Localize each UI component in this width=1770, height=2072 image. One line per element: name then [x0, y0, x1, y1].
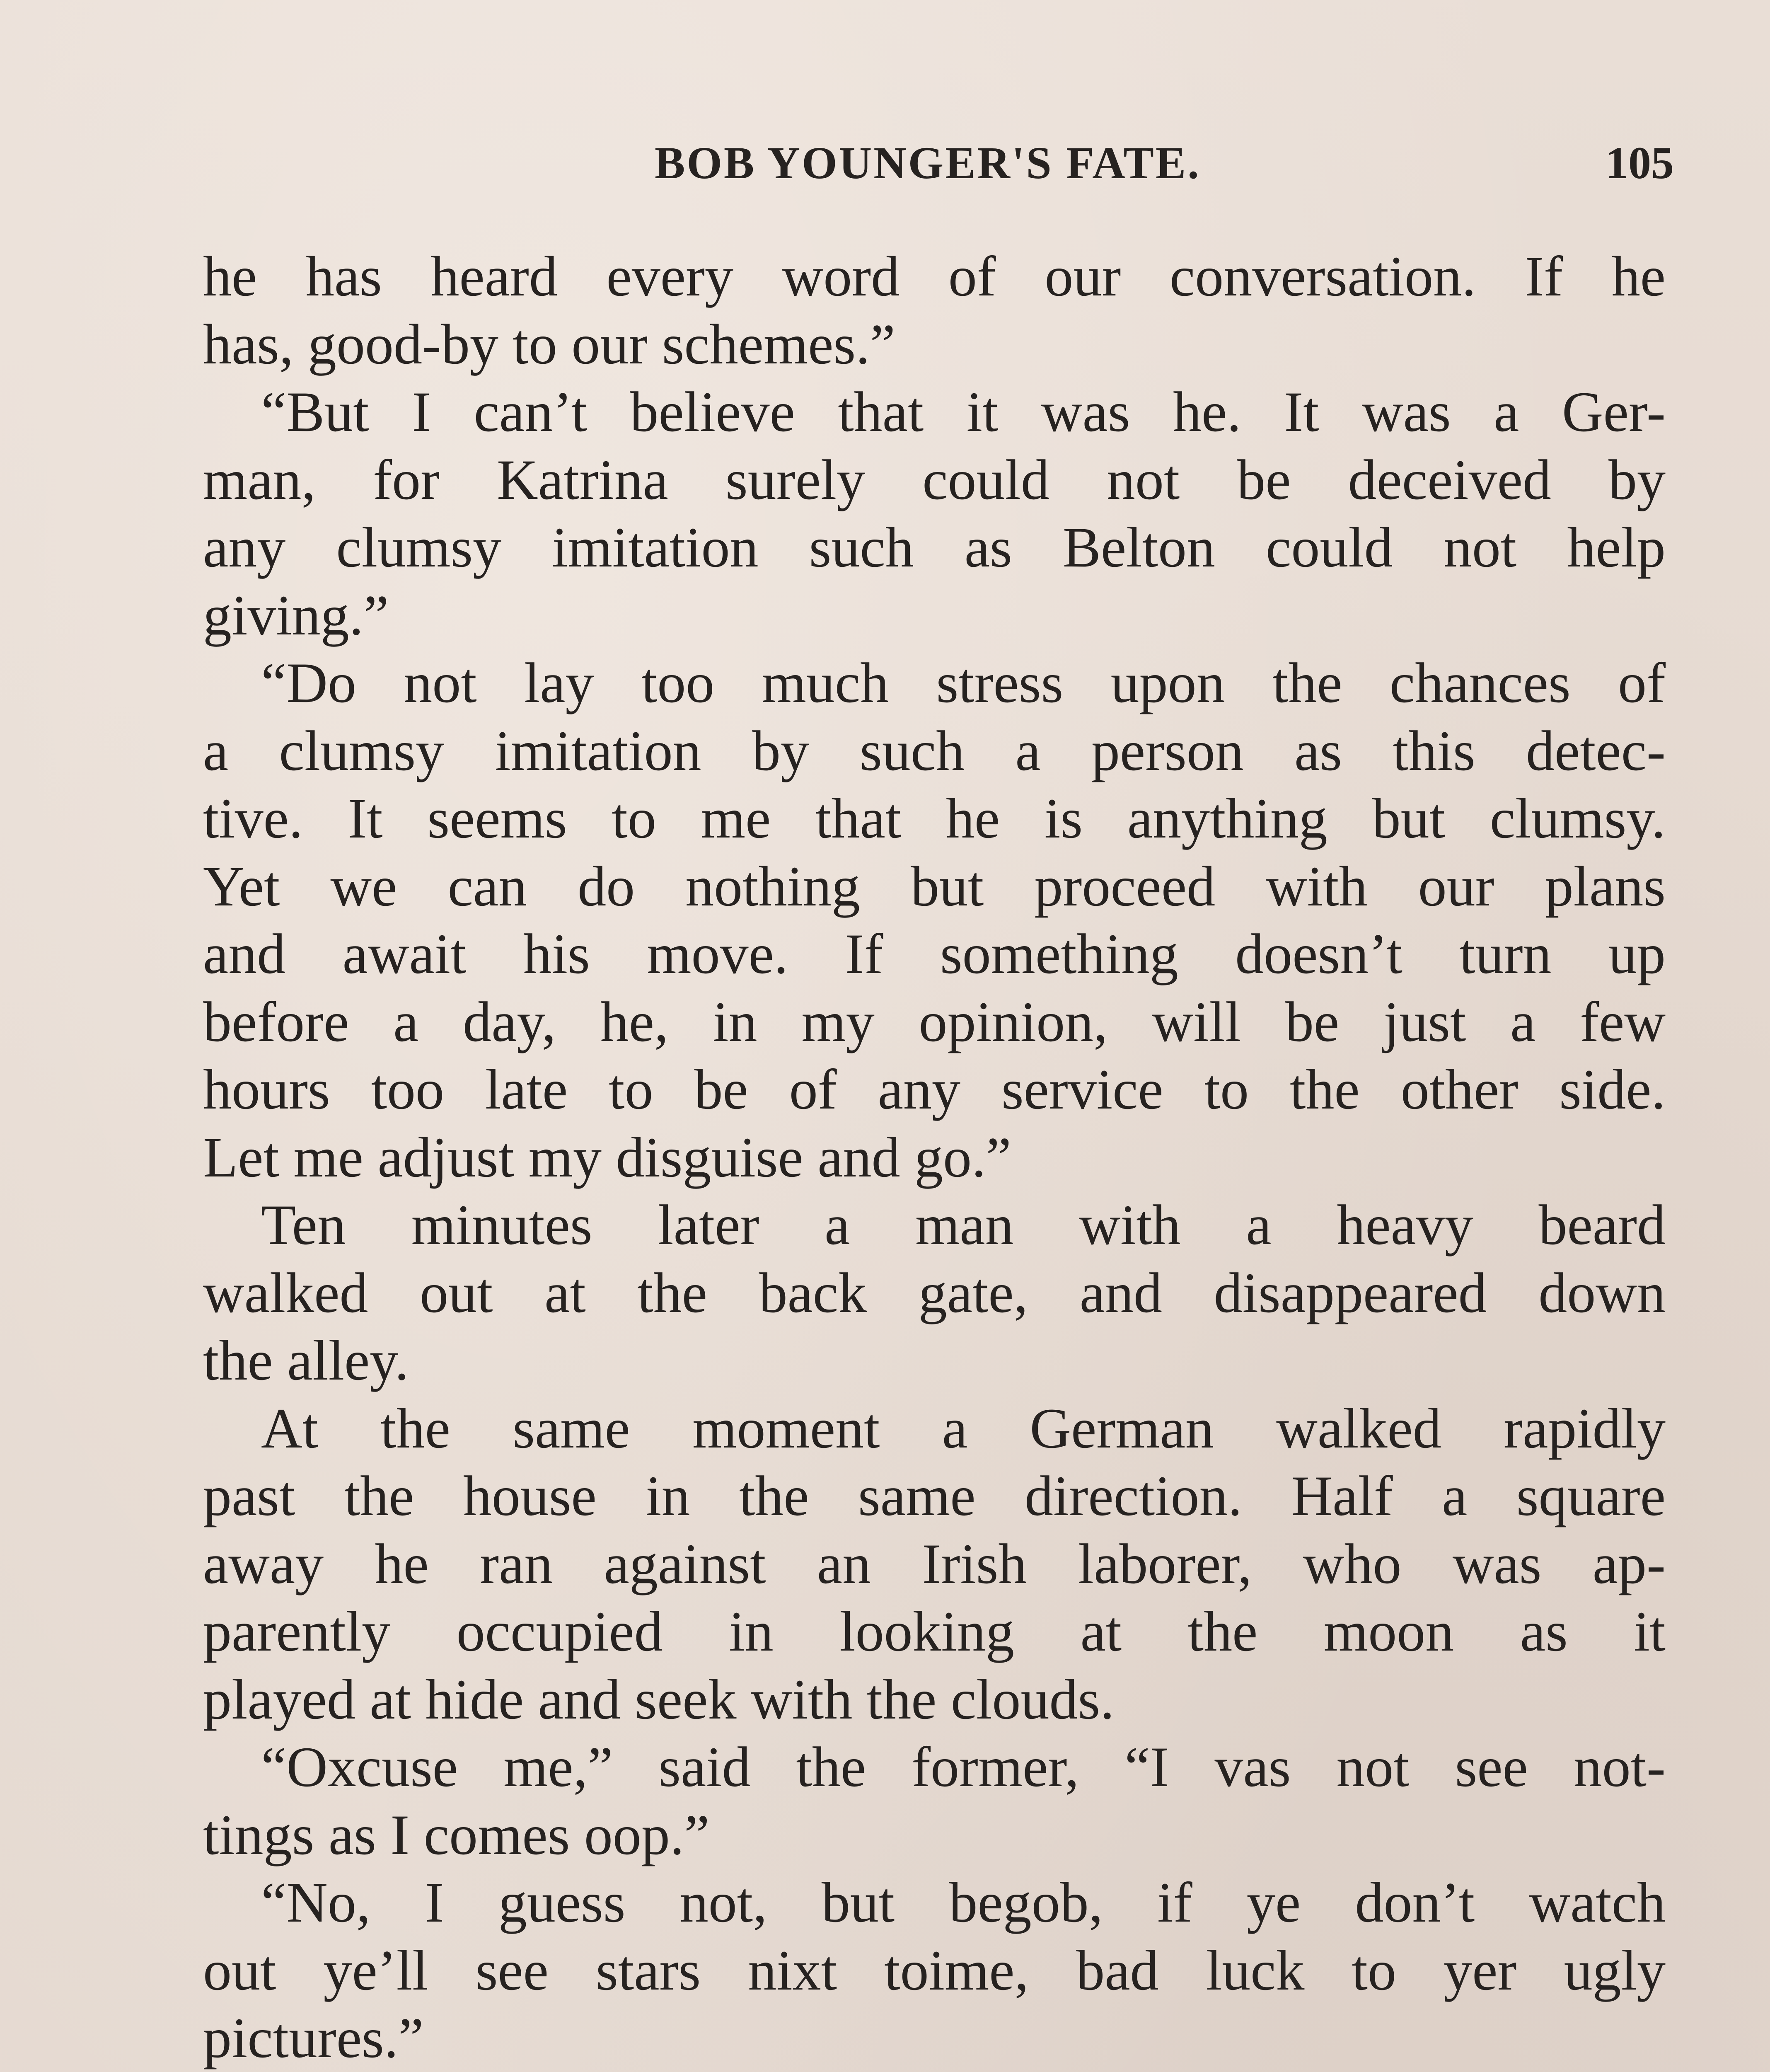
text-line: Let me adjust my disguise and go.”	[203, 1125, 1011, 1189]
text-line: tings as I comes oop.”	[203, 1803, 710, 1866]
running-title: BOB YOUNGER'S FATE.	[655, 138, 1201, 188]
text-line: played at hide and seek with the clouds.	[203, 1667, 1115, 1731]
text-line: out ye’ll see stars nixt toime, bad luck to yer ugly	[203, 1938, 1666, 2002]
page-number: 105	[1606, 138, 1674, 188]
text-line: a clumsy imitation by such a person as this detec-	[203, 719, 1666, 782]
text-line: “Do not lay too much stress upon the chances of	[261, 651, 1666, 714]
text-line: Ten minutes later a man with a heavy beard	[261, 1193, 1666, 1256]
text-line: he has heard every word of our conversation. If he	[203, 244, 1666, 308]
text-line: “But I can’t believe that it was he. It was a Ger-	[261, 380, 1666, 443]
text-line: any clumsy imitation such as Belton could not help	[203, 516, 1666, 579]
text-line: “Oxcuse me,” said the former, “I vas not see not-	[261, 1735, 1666, 1798]
text-line: “No, I guess not, but begob, if ye don’t watch	[261, 1871, 1666, 1934]
text-line: past the house in the same direction. Half a square	[203, 1464, 1666, 1527]
text-line: the alley.	[203, 1329, 409, 1392]
text-line: and await his move. If something doesn’t turn up	[203, 922, 1666, 985]
text-line: tive. It seems to me that he is anything but clumsy.	[203, 787, 1666, 850]
text-line: Yet we can do nothing but proceed with our plans	[203, 854, 1666, 918]
text-line: At the same moment a German walked rapidly	[261, 1396, 1666, 1460]
text-line: before a day, he, in my opinion, will be just a few	[203, 990, 1666, 1053]
text-line: parently occupied in looking at the moon as it	[203, 1600, 1666, 1663]
text-line: has, good-by to our schemes.”	[203, 312, 895, 376]
text-line: man, for Katrina surely could not be deceived by	[203, 448, 1666, 511]
body-text	[203, 242, 1666, 2072]
text-line: walked out at the back gate, and disappeared down	[203, 1261, 1666, 1324]
text-line: away he ran against an Irish laborer, who was ap-	[203, 1532, 1666, 1595]
text-line: pictures.”	[203, 2006, 424, 2070]
text-line: hours too late to be of any service to the other side.	[203, 1058, 1666, 1121]
running-head	[199, 137, 1674, 195]
text-line: giving.”	[203, 583, 389, 647]
